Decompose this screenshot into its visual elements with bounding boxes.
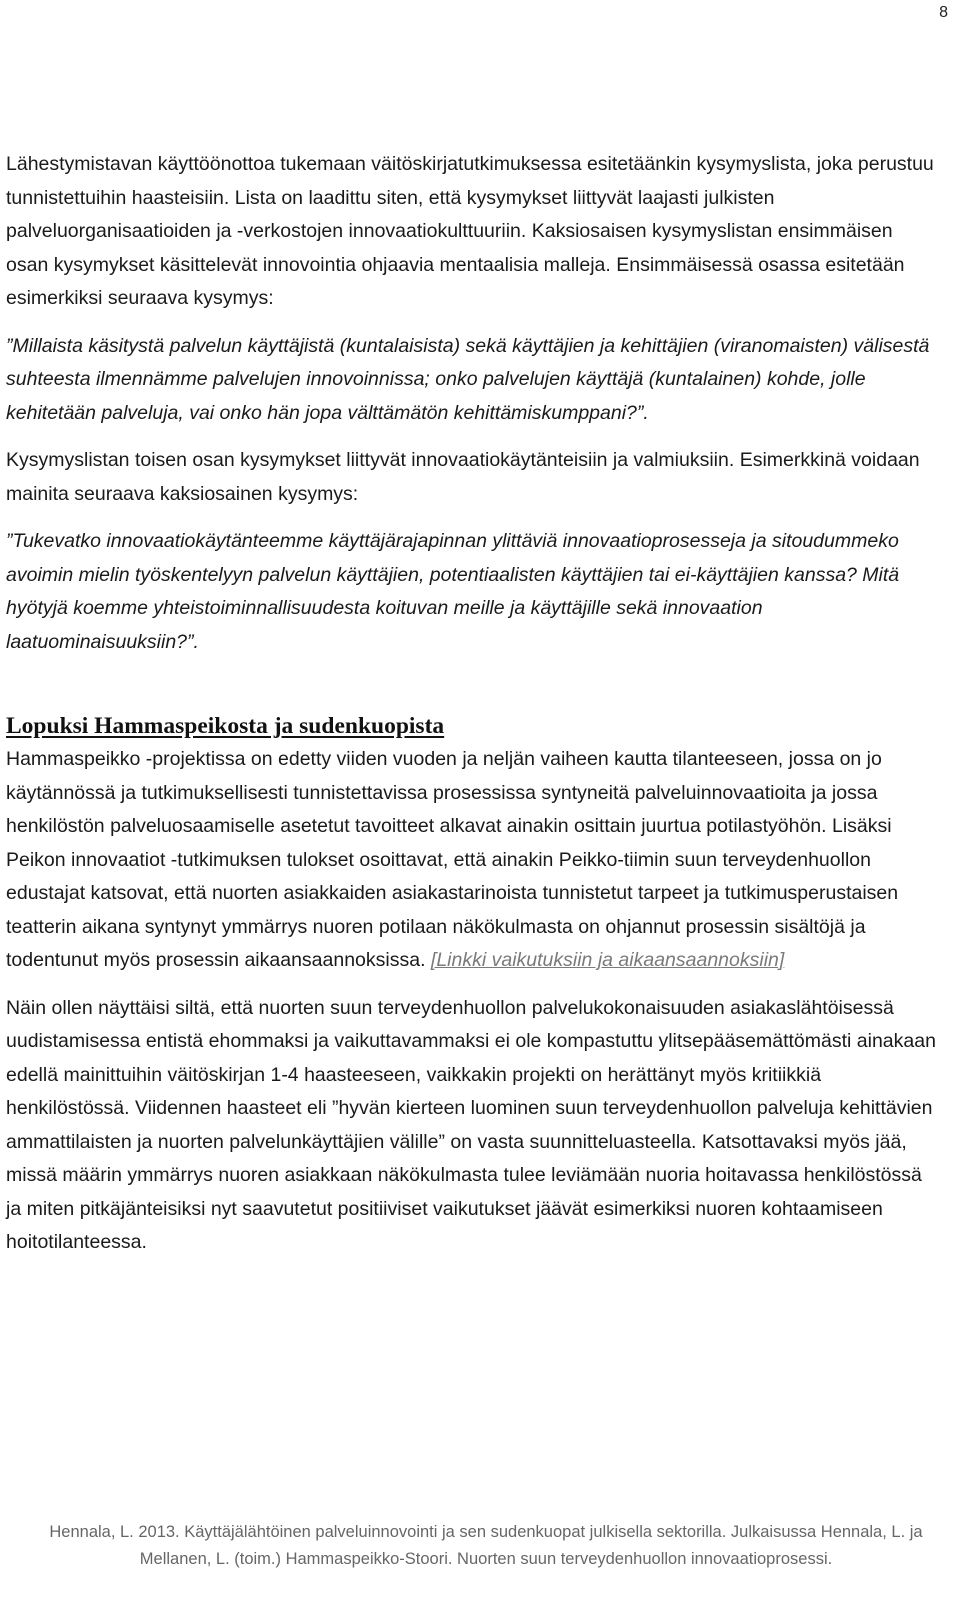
intro-paragraph: Lähestymistavan käyttöönottoa tukemaan väitöskirjatutkimuksessa esitetäänkin kysymyslista, joka perustuu tunnistettuihin haasteisiin. Lista on laadittu siten, että kysymykset liittyvät laajasti julkisten palveluorganisaatioiden ja -verkostojen innovaatiokulttuuriin. Kaksiosaisen kysymyslistan ensimmäisen osan kysymykset käsittelevät innovointia ohjaavia mentaalisia malleja. Ensimmäisessä osassa esitetään esimerkiksi seuraava kysymys:: [6, 153, 934, 309]
footer-citation: Hennala, L. 2013. Käyttäjälähtöinen palveluinnovointi ja sen sudenkuopat julkisella sektorilla. Julkaisussa Hennala, L. ja Mellanen, L. (toim.) Hammaspeikko-Stoori. Nuorten suun terveydenhuollon innovaatioprosessi.: [49, 1523, 923, 1568]
section-heading: Lopuksi Hammaspeikosta ja sudenkuopista: [6, 713, 445, 739]
page-number: 8: [939, 4, 948, 21]
conclusion-paragraph: [6, 743, 936, 978]
example-question-2: ”Tukevatko innovaatiokäytänteemme käyttäjärajapinnan ylittäviä innovaatioprosesseja ja sitoudummeko avoimin mielin työskentelyyn palvelun käyttäjien, potentiaalisten käyttäjien tai ei-käyttäjien kanssa? Mitä hyötyjä koemme yhteistoiminnallisuudesta koituvan meille ja käyttäjille sekä innovaation laatuominaisuuksiin?”.: [6, 530, 900, 653]
conclusion-text: Hammaspeikko -projektissa on edetty viiden vuoden ja neljän vaiheen kautta tilanteeseen, jossa on jo käytännössä ja tutkimuksellisesti tunnistettavissa prosessissa syntyneitä palveluinnovaatioita ja jossa henkilöstön palveluosaamiselle asetetut tavoitteet alkavat ainakin osittain juurtua potilastyöhön. Lisäksi Peikon innovaatiot -tutkimuksen tulokset osoittavat, että ainakin Peikko-tiimin suun terveydenhuollon edustajat katsovat, että nuorten asiakkaiden asiakastarinoista tunnistetut tarpeet ja tutkimusperustaisen teatterin aikana syntynyt ymmärrys nuoren potilaan näkökulmasta on ohjannut prosessin sisältöjä ja todentunut myös prosessin aikaansaannoksissa.: [6, 748, 899, 971]
impact-link[interactable]: [Linkki vaikutuksiin ja aikaansaannoksiin]: [430, 949, 785, 971]
final-paragraph: Näin ollen näyttäisi siltä, että nuorten suun terveydenhuollon palvelukokonaisuuden asiakaslähtöisessä uudistamisessa entistä ehommaksi ja vaikuttavammaksi ei ole kompastuttu ylitsepääsemättömästi ainakaan edellä mainittuihin väitöskirjan 1-4 haasteeseen, vaikkakin projekti on herättänyt myös kritiikkiä henkilöstössä. Viidennen haasteet eli ”hyvän kierteen luominen suun terveydenhuollon palveluja kehittävien ammattilaisten ja nuorten palvelunkäyttäjien välille” on vasta suunnitteluasteella. Katsottavaksi myös jää, missä määrin ymmärrys nuoren asiakkaan näkökulmasta tulee leviämään nuoria hoitavassa henkilöstössä ja miten pitkäjänteisiksi nyt saavutetut positiiviset vaikutukset jäävät esimerkiksi nuoren kohtaamiseen hoitotilanteessa.: [6, 996, 936, 1253]
second-paragraph: Kysymyslistan toisen osan kysymykset liittyvät innovaatiokäytänteisiin ja valmiuksiin. Esimerkkinä voidaan mainita seuraava kaksiosainen kysymys:: [6, 449, 920, 505]
document-body: [6, 148, 936, 1260]
example-question-1: ”Millaista käsitystä palvelun käyttäjistä (kuntalaisista) sekä käyttäjien ja kehittäjien (viranomaisten) välisestä suhteesta ilmennämme palvelujen innovoinnissa; onko palvelujen käyttäjä (kuntalainen) kohde, jolle kehitetään palveluja, vai onko hän jopa välttämätön kehittämiskumppani?”.: [6, 334, 930, 424]
